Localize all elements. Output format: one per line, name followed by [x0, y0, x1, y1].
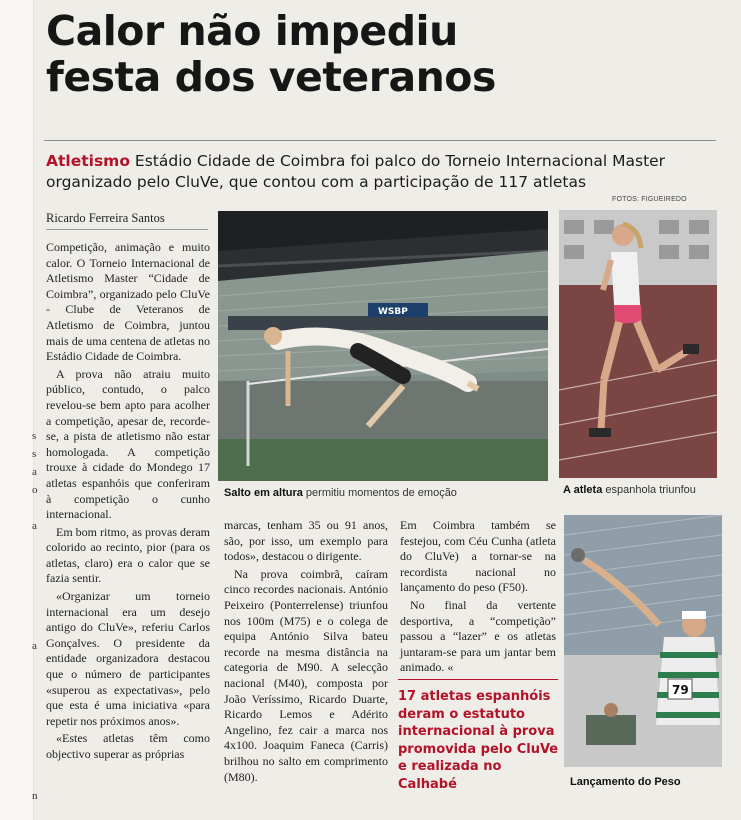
caption-text: espanhola triunfou — [602, 484, 696, 496]
byline: Ricardo Ferreira Santos — [46, 211, 165, 225]
paragraph: Competição, animação e muito calor. O Torneio Internacional de Atletismo Master “Cidade de Coimbra”, organizado pelo CluVe - Clube de Veteranos de Atletismo de Coimbra, juntou mais de uma centena de atletas no Estádio Cidade de Coimbra. — [46, 240, 210, 364]
caption-bold: Salto em altura — [224, 487, 303, 499]
photo-credit: FOTOS: FIGUEIREDO — [612, 196, 687, 203]
paragraph: «Organizar um torneio internacional era um desejo antigo do CluVe», referiu Carlos Gonçalves. O presidente da entidade organizadora destacou que o número de participantes «superou as expectativas», pelo que esta é uma iniciativa «para repetir nos próximos anos». — [46, 589, 210, 728]
caption-bold: Lançamento do Peso — [570, 776, 681, 788]
pull-quote-rule — [398, 679, 558, 680]
headline-line-1: Calor não impediu — [46, 7, 458, 55]
margin-letter: a — [32, 466, 37, 478]
paragraph: Em Coimbra também se festejou, com Céu Cunha (atleta do CluVe) a tornar-se na recordista nacional no lançamento do peso (F50). — [400, 518, 556, 595]
photo-caption-high-jump — [224, 487, 457, 499]
adjacent-page-edge — [0, 0, 37, 820]
byline-rule — [46, 229, 208, 230]
stadium-sign-text: WSBP — [378, 307, 408, 317]
margin-letter: s — [32, 448, 37, 460]
caption-bold: A atleta — [563, 484, 603, 496]
shot-put-photo — [564, 515, 722, 767]
margin-letter: o — [32, 484, 38, 496]
caption-text: permitiu momentos de emoção — [302, 487, 457, 499]
section-kicker: Atletismo — [46, 152, 130, 170]
paragraph: «Estes atletas têm como objectivo superar as próprias — [46, 731, 210, 761]
high-jump-illustration — [218, 211, 548, 481]
paragraph: No final da vertente desportiva, a “competição” passou a “lazer” e os atletas juntaram-se para um jantar bem animado. « — [400, 597, 556, 675]
margin-letter: a — [32, 520, 37, 532]
paragraph: Na prova coimbrã, caíram cinco recordes nacionais. António Peixeiro (Ponterrelense) triunfou nos 100m (M75) e o colega de equipa António Silva bateu recorde na mesma distância na categoria de M90. A selecção nacional (M40), composta por João Veríssimo, Ricardo Duarte, Ricardo Lemos e Adérito Angelino, fez cair a marca nos 4x100. Joaquim Faneca (Carris) brilhou no salto em comprimento (M80). — [224, 566, 388, 784]
article-column-3 — [400, 518, 556, 678]
article-column-1 — [46, 240, 210, 765]
runner-illustration — [559, 210, 717, 478]
high-jump-photo — [218, 211, 548, 481]
margin-letter: s — [32, 430, 37, 442]
lead-text: Estádio Cidade de Coimbra foi palco do Torneio Internacional Master organizado pelo CluVe, que contou com a participação de 117 atletas — [46, 152, 666, 191]
margin-letter: n — [32, 790, 38, 802]
lead-paragraph — [46, 151, 718, 193]
headline — [46, 8, 566, 100]
headline-rule — [44, 140, 716, 141]
shot-put-illustration — [564, 515, 722, 767]
margin-letter: a — [32, 640, 37, 652]
article-column-2 — [224, 518, 388, 787]
photo-caption-runner — [563, 484, 696, 496]
runner-photo — [559, 210, 717, 478]
pull-quote: 17 atletas espanhóis deram o estatuto internacional à prova promovida pelo CluVe e realizada no Calhabé — [398, 689, 559, 792]
headline-line-2: festa dos veteranos — [46, 53, 496, 101]
paragraph: marcas, tenham 35 ou 91 anos, são, por isso, um exemplo para todos», destacou o dirigente. — [224, 518, 388, 564]
photo-caption-shot-put — [570, 776, 681, 788]
paragraph: Em bom ritmo, as provas deram colorido ao recinto, pior (para os atletas, claro) era o calor que se fazia sentir. — [46, 524, 210, 586]
bib-number: 79 — [672, 683, 689, 697]
paragraph: A prova não atraiu muito público, contudo, o palco revelou-se bem apto para acolher a competição, apesar de, recorde-se, a pista de atletismo não estar homologada. A competição trouxe à cidade do Mondego 17 atletas espanhóis que conferiram à competição o cunho internacional. — [46, 366, 210, 522]
